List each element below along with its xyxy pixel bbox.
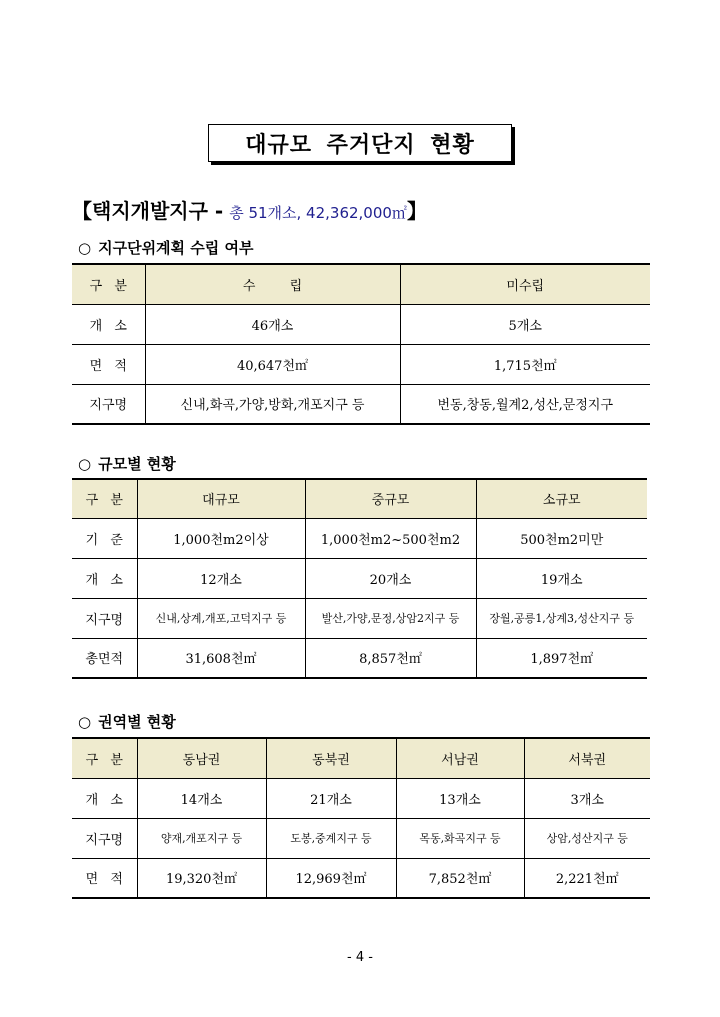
page-number: - 4 - [347,950,373,965]
header-cell: 동북권 [266,738,396,778]
header-cell: 중규모 [305,479,476,518]
header-cell: 구 분 [72,738,137,778]
row-label: 개 소 [72,778,137,818]
circle-bullet-icon: ○ [78,455,92,473]
table-cell: 8,857천㎡ [305,638,476,678]
header-cell: 서북권 [524,738,650,778]
table-cell: 20개소 [305,558,476,598]
table-cell: 발산,가양,문정,상암2지구 등 [305,598,476,638]
table-cell: 1,000천m2이상 [137,518,305,558]
row-label: 면 적 [72,858,137,898]
table-cell: 21개소 [266,778,396,818]
table-cell: 12개소 [137,558,305,598]
section-heading [72,195,427,224]
table-row [72,384,650,424]
table-header-row [72,738,650,778]
header-cell: 미수립 [400,264,650,304]
circle-bullet-icon: ○ [78,713,92,731]
table-cell: 7,852천㎡ [396,858,524,898]
row-label: 지구명 [72,384,145,424]
header-cell: 구 분 [72,264,145,304]
table-row [72,558,647,598]
table-cell: 19,320천㎡ [137,858,266,898]
table-row [72,778,650,818]
table-row [72,304,650,344]
table-cell: 12,969천㎡ [266,858,396,898]
scale-table [72,478,647,679]
table-cell: 40,647천㎡ [145,344,400,384]
region-table [72,737,650,899]
table-cell: 양재,개포지구 등 [137,818,266,858]
header-cell: 수 립 [145,264,400,304]
table-header-row [72,264,650,304]
section-summary: 총 51개소, 42,362,000㎡ [229,204,407,222]
table-row [72,598,647,638]
table-cell: 46개소 [145,304,400,344]
row-label: 개 소 [72,304,145,344]
table-cell: 5개소 [400,304,650,344]
table-cell: 1,000천m2~500천m2 [305,518,476,558]
plan-status-table [72,263,650,425]
scale-heading-text: 규모별 현황 [98,455,176,473]
table-cell: 2,221천㎡ [524,858,650,898]
table-header-row [72,479,647,518]
table-row [72,818,650,858]
table-cell: 1,897천㎡ [476,638,647,678]
table-cell: 목동,화곡지구 등 [396,818,524,858]
table-cell: 19개소 [476,558,647,598]
header-cell: 소규모 [476,479,647,518]
table-row [72,344,650,384]
table-cell: 14개소 [137,778,266,818]
table-cell: 번동,창동,월계2,성산,문정지구 [400,384,650,424]
header-cell: 구 분 [72,479,137,518]
row-label: 기 준 [72,518,137,558]
header-cell: 서남권 [396,738,524,778]
table-cell: 500천m2미만 [476,518,647,558]
table-cell: 상암,성산지구 등 [524,818,650,858]
table-cell: 신내,화곡,가양,방화,개포지구 등 [145,384,400,424]
row-label: 면 적 [72,344,145,384]
table-cell: 신내,상계,개포,고덕지구 등 [137,598,305,638]
table-cell: 1,715천㎡ [400,344,650,384]
header-cell: 대규모 [137,479,305,518]
row-label: 총면적 [72,638,137,678]
circle-bullet-icon: ○ [78,239,92,257]
section-heading-label: 택지개발지구 - [92,199,224,223]
region-heading [78,711,176,732]
table-cell: 31,608천㎡ [137,638,305,678]
table-row [72,638,647,678]
table-cell: 도봉,중계지구 등 [266,818,396,858]
plan-status-heading [78,237,253,258]
table-cell: 장월,공릉1,상계3,성산지구 등 [476,598,647,638]
open-bracket: 【 [72,199,92,223]
plan-status-heading-text: 지구단위계획 수립 여부 [98,239,254,257]
table-row [72,858,650,898]
table-cell: 3개소 [524,778,650,818]
region-heading-text: 권역별 현황 [98,713,176,731]
scale-heading [78,453,176,474]
row-label: 지구명 [72,818,137,858]
table-cell: 13개소 [396,778,524,818]
row-label: 개 소 [72,558,137,598]
header-cell: 동남권 [137,738,266,778]
row-label: 지구명 [72,598,137,638]
page-title: 대규모 주거단지 현황 [208,124,512,162]
table-row [72,518,647,558]
close-bracket: 】 [406,199,427,223]
